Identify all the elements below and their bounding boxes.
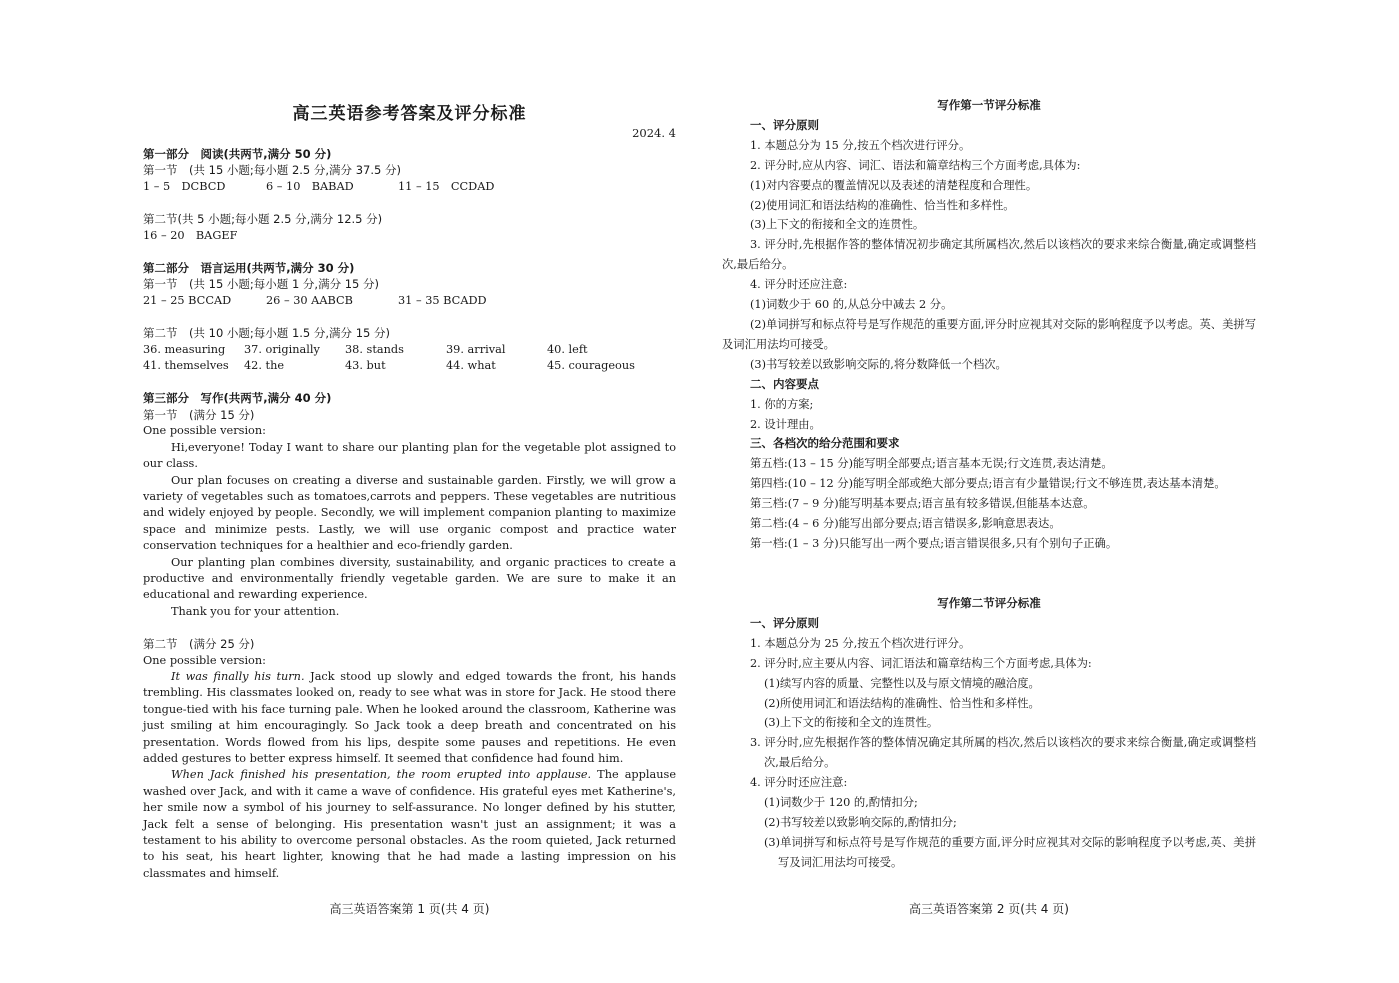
rubric-heading: 一、评分原则 bbox=[750, 615, 819, 630]
part3-sec2-heading: 第二节 (满分 25 分) bbox=[143, 637, 255, 652]
rubric-heading: 一、评分原则 bbox=[750, 117, 819, 132]
essay-paragraph: Our plan focuses on creating a diverse and sustainable garden. Firstly, we will grow a variety of vegetables such as tomatoes,carrots and peppers. These vegetables are nutritious and widely enjoyed by people. Secondly, we will implement companion planting to maximize space and minimize pests. Lastly, we will use organic compost and practice water conservation techniques for a healthier and eco-friendly garden. bbox=[143, 473, 676, 553]
vocab-item: 39. arrival bbox=[446, 342, 506, 356]
vocab-item: 43. but bbox=[345, 359, 386, 373]
answer-group: 21 – 25 BCCAD bbox=[143, 293, 232, 307]
given-sentence: It was finally his turn. bbox=[171, 669, 305, 683]
rubric-item: (3)上下文的衔接和全文的连贯性。 bbox=[764, 716, 939, 730]
rubric-item: (1)续写内容的质量、完整性以及与原文情境的融洽度。 bbox=[764, 676, 1040, 690]
rubric-item: 4. 评分时还应注意: bbox=[750, 776, 848, 790]
sample-intro: One possible version: bbox=[143, 424, 266, 438]
grade-level: 第一档:(1 – 3 分)只能写出一两个要点;语言错误很多,只有个别句子正确。 bbox=[750, 536, 1118, 550]
vocab-item: 42. the bbox=[244, 359, 285, 373]
essay-paragraph: Hi,everyone! Today I want to share our planting plan for the vegetable plot assigned to our class. bbox=[143, 440, 676, 471]
page-2 bbox=[722, 0, 1256, 983]
answer-group: 26 – 30 AABCB bbox=[266, 293, 353, 307]
part3-sec1-heading: 第一节 (满分 15 分) bbox=[143, 407, 255, 422]
grade-level: 第三档:(7 – 9 分)能写明基本要点;语言虽有较多错误,但能基本达意。 bbox=[750, 497, 1095, 511]
part2-sec1-answers bbox=[143, 293, 676, 309]
page-1 bbox=[143, 0, 676, 983]
part2-heading: 第二部分 语言运用(共两节,满分 30 分) bbox=[143, 261, 355, 276]
answer-group: 1 – 5 DCBCD bbox=[143, 179, 226, 193]
answer-group: 6 – 10 BABAD bbox=[266, 179, 354, 193]
rubric-item: (2)使用词汇和语法结构的准确性、恰当性和多样性。 bbox=[750, 198, 1015, 212]
rubric-heading: 三、各档次的给分范围和要求 bbox=[750, 436, 900, 451]
rubric-item: 3. 评分时,应先根据作答的整体情况确定其所属的档次,然后以该档次的要求来综合衡量,确定或调整档次,最后给分。 bbox=[750, 736, 1256, 770]
rubric-item: (1)对内容要点的覆盖情况以及表述的清楚程度和合理性。 bbox=[750, 178, 1038, 192]
rubric-heading: 二、内容要点 bbox=[750, 376, 819, 391]
rubric-section-2 bbox=[722, 594, 1256, 873]
grade-level: 第四档:(10 – 12 分)能写明全部或绝大部分要点;语言有少量错误;行文不够连贯,表达基本清楚。 bbox=[750, 477, 1226, 491]
rubric-item: (1)词数少于 60 的,从总分中减去 2 分。 bbox=[750, 298, 953, 312]
sample-intro: One possible version: bbox=[143, 653, 266, 667]
page-footer: 高三英语答案第 2 页(共 4 页) bbox=[909, 902, 1069, 916]
vocab-item: 45. courageous bbox=[547, 359, 635, 373]
answers-section bbox=[143, 146, 676, 882]
part1-sec1-answers bbox=[143, 179, 676, 195]
story-paragraph bbox=[143, 669, 676, 767]
rubric-item: (3)书写较差以致影响交际的,将分数降低一个档次。 bbox=[750, 357, 1007, 371]
rubric-item: 2. 评分时,应从内容、词汇、语法和篇章结构三个方面考虑,具体为: bbox=[750, 158, 1081, 172]
rubric-title: 写作第一节评分标准 bbox=[937, 98, 1041, 112]
grade-level: 第二档:(4 – 6 分)能写出部分要点;语言错误多,影响意思表达。 bbox=[750, 517, 1061, 531]
page-footer: 高三英语答案第 1 页(共 4 页) bbox=[329, 902, 490, 916]
content-point: 1. 你的方案; bbox=[750, 397, 814, 411]
content-point: 2. 设计理由。 bbox=[750, 417, 821, 431]
vocab-answers bbox=[143, 342, 676, 375]
date: 2024. 4 bbox=[632, 126, 676, 140]
rubric-item: (2)书写较差以致影响交际的,酌情扣分; bbox=[764, 815, 957, 829]
story-text: Jack stood up slowly and edged towards the front, his hands trembling. His classmates looked on, ready to see what was in store for Jack. He stood there tongue-tied with his face turning pale. When he looked around the classroom, Katherine was just smiling at him encouragingly. So Jack took a deep breath and concentrated on his presentation. Words flowed from his lips, despite some pauses and repetitions. He even added gestures to better express himself. It seemed that confidence had found him. bbox=[143, 669, 676, 765]
given-sentence: When Jack finished his presentation, the room erupted into applause. bbox=[171, 768, 592, 782]
rubric-title: 写作第二节评分标准 bbox=[937, 596, 1041, 610]
vocab-item: 36. measuring bbox=[143, 342, 226, 356]
rubric-item: 4. 评分时还应注意: bbox=[750, 278, 848, 292]
essay-paragraph: Thank you for your attention. bbox=[171, 604, 340, 618]
vocab-item: 44. what bbox=[446, 359, 496, 373]
vocab-item: 37. originally bbox=[244, 342, 320, 356]
answer-group: 31 – 35 BCADD bbox=[398, 293, 487, 307]
part1-heading: 第一部分 阅读(共两节,满分 50 分) bbox=[143, 147, 332, 161]
part1-sec2-answers: 16 – 20 BAGEF bbox=[143, 228, 238, 242]
rubric-item: (2)所使用词汇和语法结构的准确性、恰当性和多样性。 bbox=[764, 696, 1040, 710]
part2-sec2-heading: 第二节 (共 10 小题;每小题 1.5 分,满分 15 分) bbox=[143, 326, 390, 341]
rubric-item: 2. 评分时,应主要从内容、词汇语法和篇章结构三个方面考虑,具体为: bbox=[750, 656, 1092, 670]
rubric-item: (2)单词拼写和标点符号是写作规范的重要方面,评分时应视其对交际的影响程度予以考虑。英、美拼写及词汇用法均可接受。 bbox=[722, 317, 1256, 351]
rubric-item: 3. 评分时,先根据作答的整体情况初步确定其所属档次,然后以该档次的要求来综合衡量,确定或调整档次,最后给分。 bbox=[722, 238, 1256, 272]
rubric-item: (1)词数少于 120 的,酌情扣分; bbox=[764, 796, 918, 810]
part2-sec1-heading: 第一节 (共 15 小题;每小题 1 分,满分 15 分) bbox=[143, 277, 380, 292]
rubric-item: (3)单词拼写和标点符号是写作规范的重要方面,评分时应视其对交际的影响程度予以考虑,英、美拼写及词汇用法均可接受。 bbox=[764, 835, 1256, 869]
rubric-section-1 bbox=[722, 96, 1256, 554]
part1-sec2-heading: 第二节(共 5 小题;每小题 2.5 分,满分 12.5 分) bbox=[143, 212, 383, 227]
story-text: The applause washed over Jack, and with it came a wave of confidence. His grateful eyes met Katherine's, her smile now a symbol of his journey to self-assurance. No longer defined by his stutter, Jack felt a sense of belonging. His presentation wasn't just an assignment; it was a testament to his ability to overcome personal obstacles. As the room quieted, Jack returned to his seat, his heart lighter, knowing that he had made a lasting impression on his classmates and himself. bbox=[143, 768, 677, 880]
page-title: 高三英语参考答案及评分标准 bbox=[292, 104, 527, 124]
rubric-item: 1. 本题总分为 25 分,按五个档次进行评分。 bbox=[750, 636, 971, 650]
vocab-item: 40. left bbox=[547, 342, 588, 356]
part3-heading: 第三部分 写作(共两节,满分 40 分) bbox=[143, 391, 332, 406]
part1-sec1-heading: 第一节 (共 15 小题;每小题 2.5 分,满分 37.5 分) bbox=[143, 163, 401, 178]
answer-group: 11 – 15 CCDAD bbox=[398, 179, 495, 193]
grade-level: 第五档:(13 – 15 分)能写明全部要点;语言基本无误;行文连贯,表达清楚。 bbox=[750, 457, 1113, 471]
vocab-item: 41. themselves bbox=[143, 359, 229, 373]
vocab-item: 38. stands bbox=[345, 342, 404, 356]
rubric-item: 1. 本题总分为 15 分,按五个档次进行评分。 bbox=[750, 138, 971, 152]
rubric-item: (3)上下文的衔接和全文的连贯性。 bbox=[750, 218, 925, 232]
story-paragraph bbox=[143, 767, 676, 882]
essay-paragraph: Our planting plan combines diversity, sustainability, and organic practices to create a productive and environmentally friendly vegetable garden. We are sure to make it an educational and rewarding experience. bbox=[143, 555, 676, 602]
